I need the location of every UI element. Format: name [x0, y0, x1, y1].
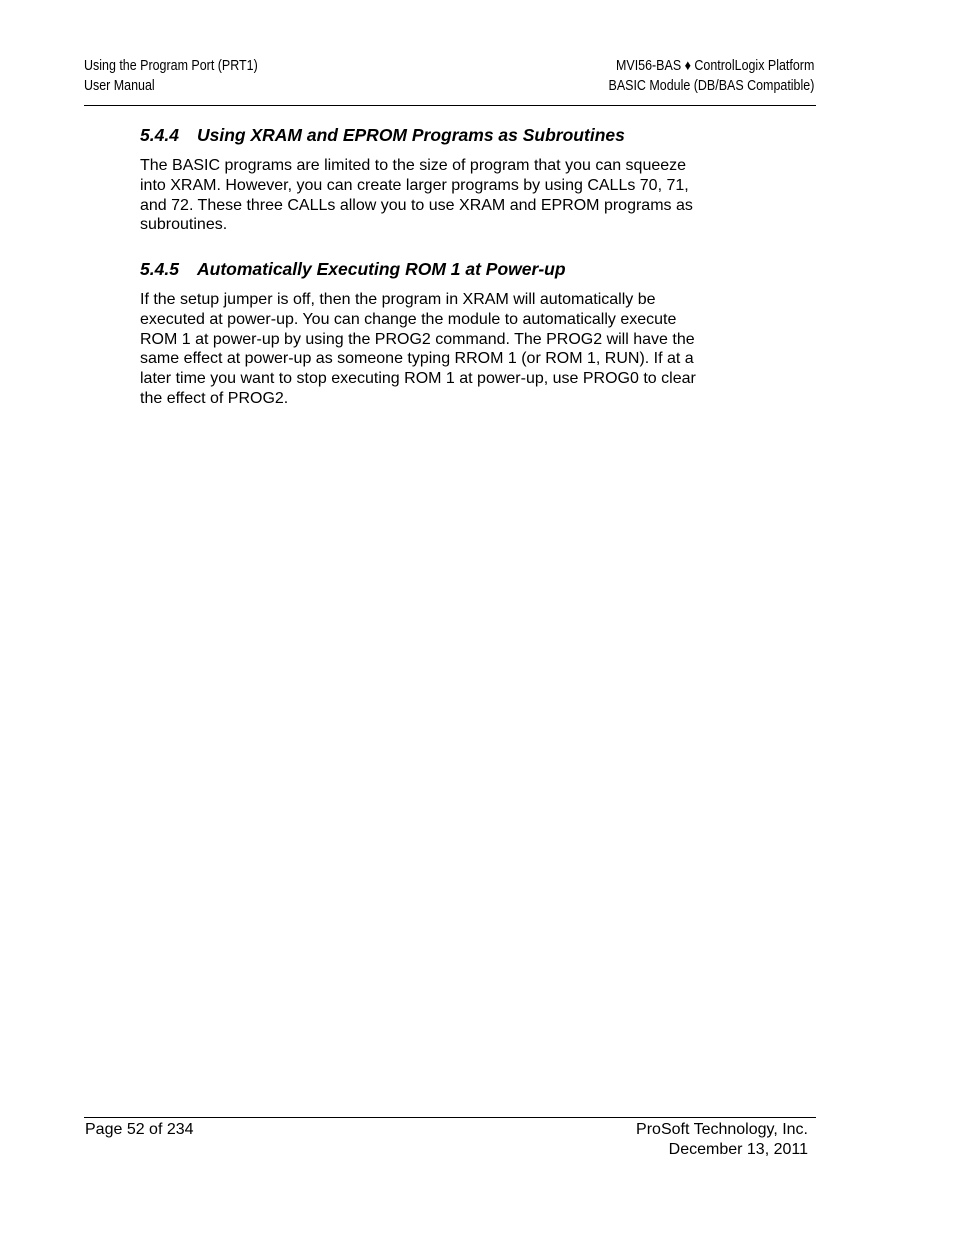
section-title: Automatically Executing ROM 1 at Power-up — [197, 259, 566, 279]
header-product: MVI56-BAS ♦ ControlLogix Platform — [615, 58, 814, 74]
footer-page-number: Page 52 of 234 — [85, 1121, 194, 1138]
header-doc-type: User Manual — [84, 77, 155, 94]
section-heading-5-4-5 — [140, 258, 566, 280]
header-divider — [84, 105, 816, 106]
body-line: same effect at power-up as someone typing RROM 1 (or ROM 1, RUN). If at a — [140, 350, 694, 368]
body-line: ROM 1 at power-up by using the PROG2 command. The PROG2 will have the — [140, 330, 695, 348]
header-section-title: Using the Program Port (PRT1) — [84, 58, 258, 74]
section-title: Using XRAM and EPROM Programs as Subroutines — [197, 125, 625, 145]
footer-date: December 13, 2011 — [668, 1140, 808, 1158]
section-body-5-4-4 — [140, 156, 750, 235]
section-body-5-4-5 — [140, 290, 750, 409]
body-line: into XRAM. However, you can create larger programs by using CALLs 70, 71, — [140, 176, 689, 194]
body-line: and 72. These three CALLs allow you to use XRAM and EPROM programs as — [140, 196, 693, 214]
footer-right — [636, 1120, 808, 1159]
body-line: subroutines. — [140, 216, 228, 234]
header-product-desc: BASIC Module (DB/BAS Compatible) — [608, 77, 814, 94]
body-line: If the setup jumper is off, then the program in XRAM will automatically be — [140, 291, 656, 308]
section-heading-5-4-4 — [140, 124, 625, 146]
body-line: executed at power-up. You can change the module to automatically execute — [140, 310, 677, 328]
section-number: 5.4.4 — [140, 125, 179, 145]
footer-company: ProSoft Technology, Inc. — [636, 1121, 808, 1138]
section-number: 5.4.5 — [140, 259, 179, 279]
body-line: The BASIC programs are limited to the size of program that you can squeeze — [140, 157, 687, 174]
header-left — [84, 57, 258, 96]
footer-divider — [84, 1117, 816, 1118]
header-right — [608, 57, 814, 96]
body-line: later time you want to stop executing ROM 1 at power-up, use PROG0 to clear — [140, 370, 696, 388]
body-line: the effect of PROG2. — [140, 389, 289, 407]
